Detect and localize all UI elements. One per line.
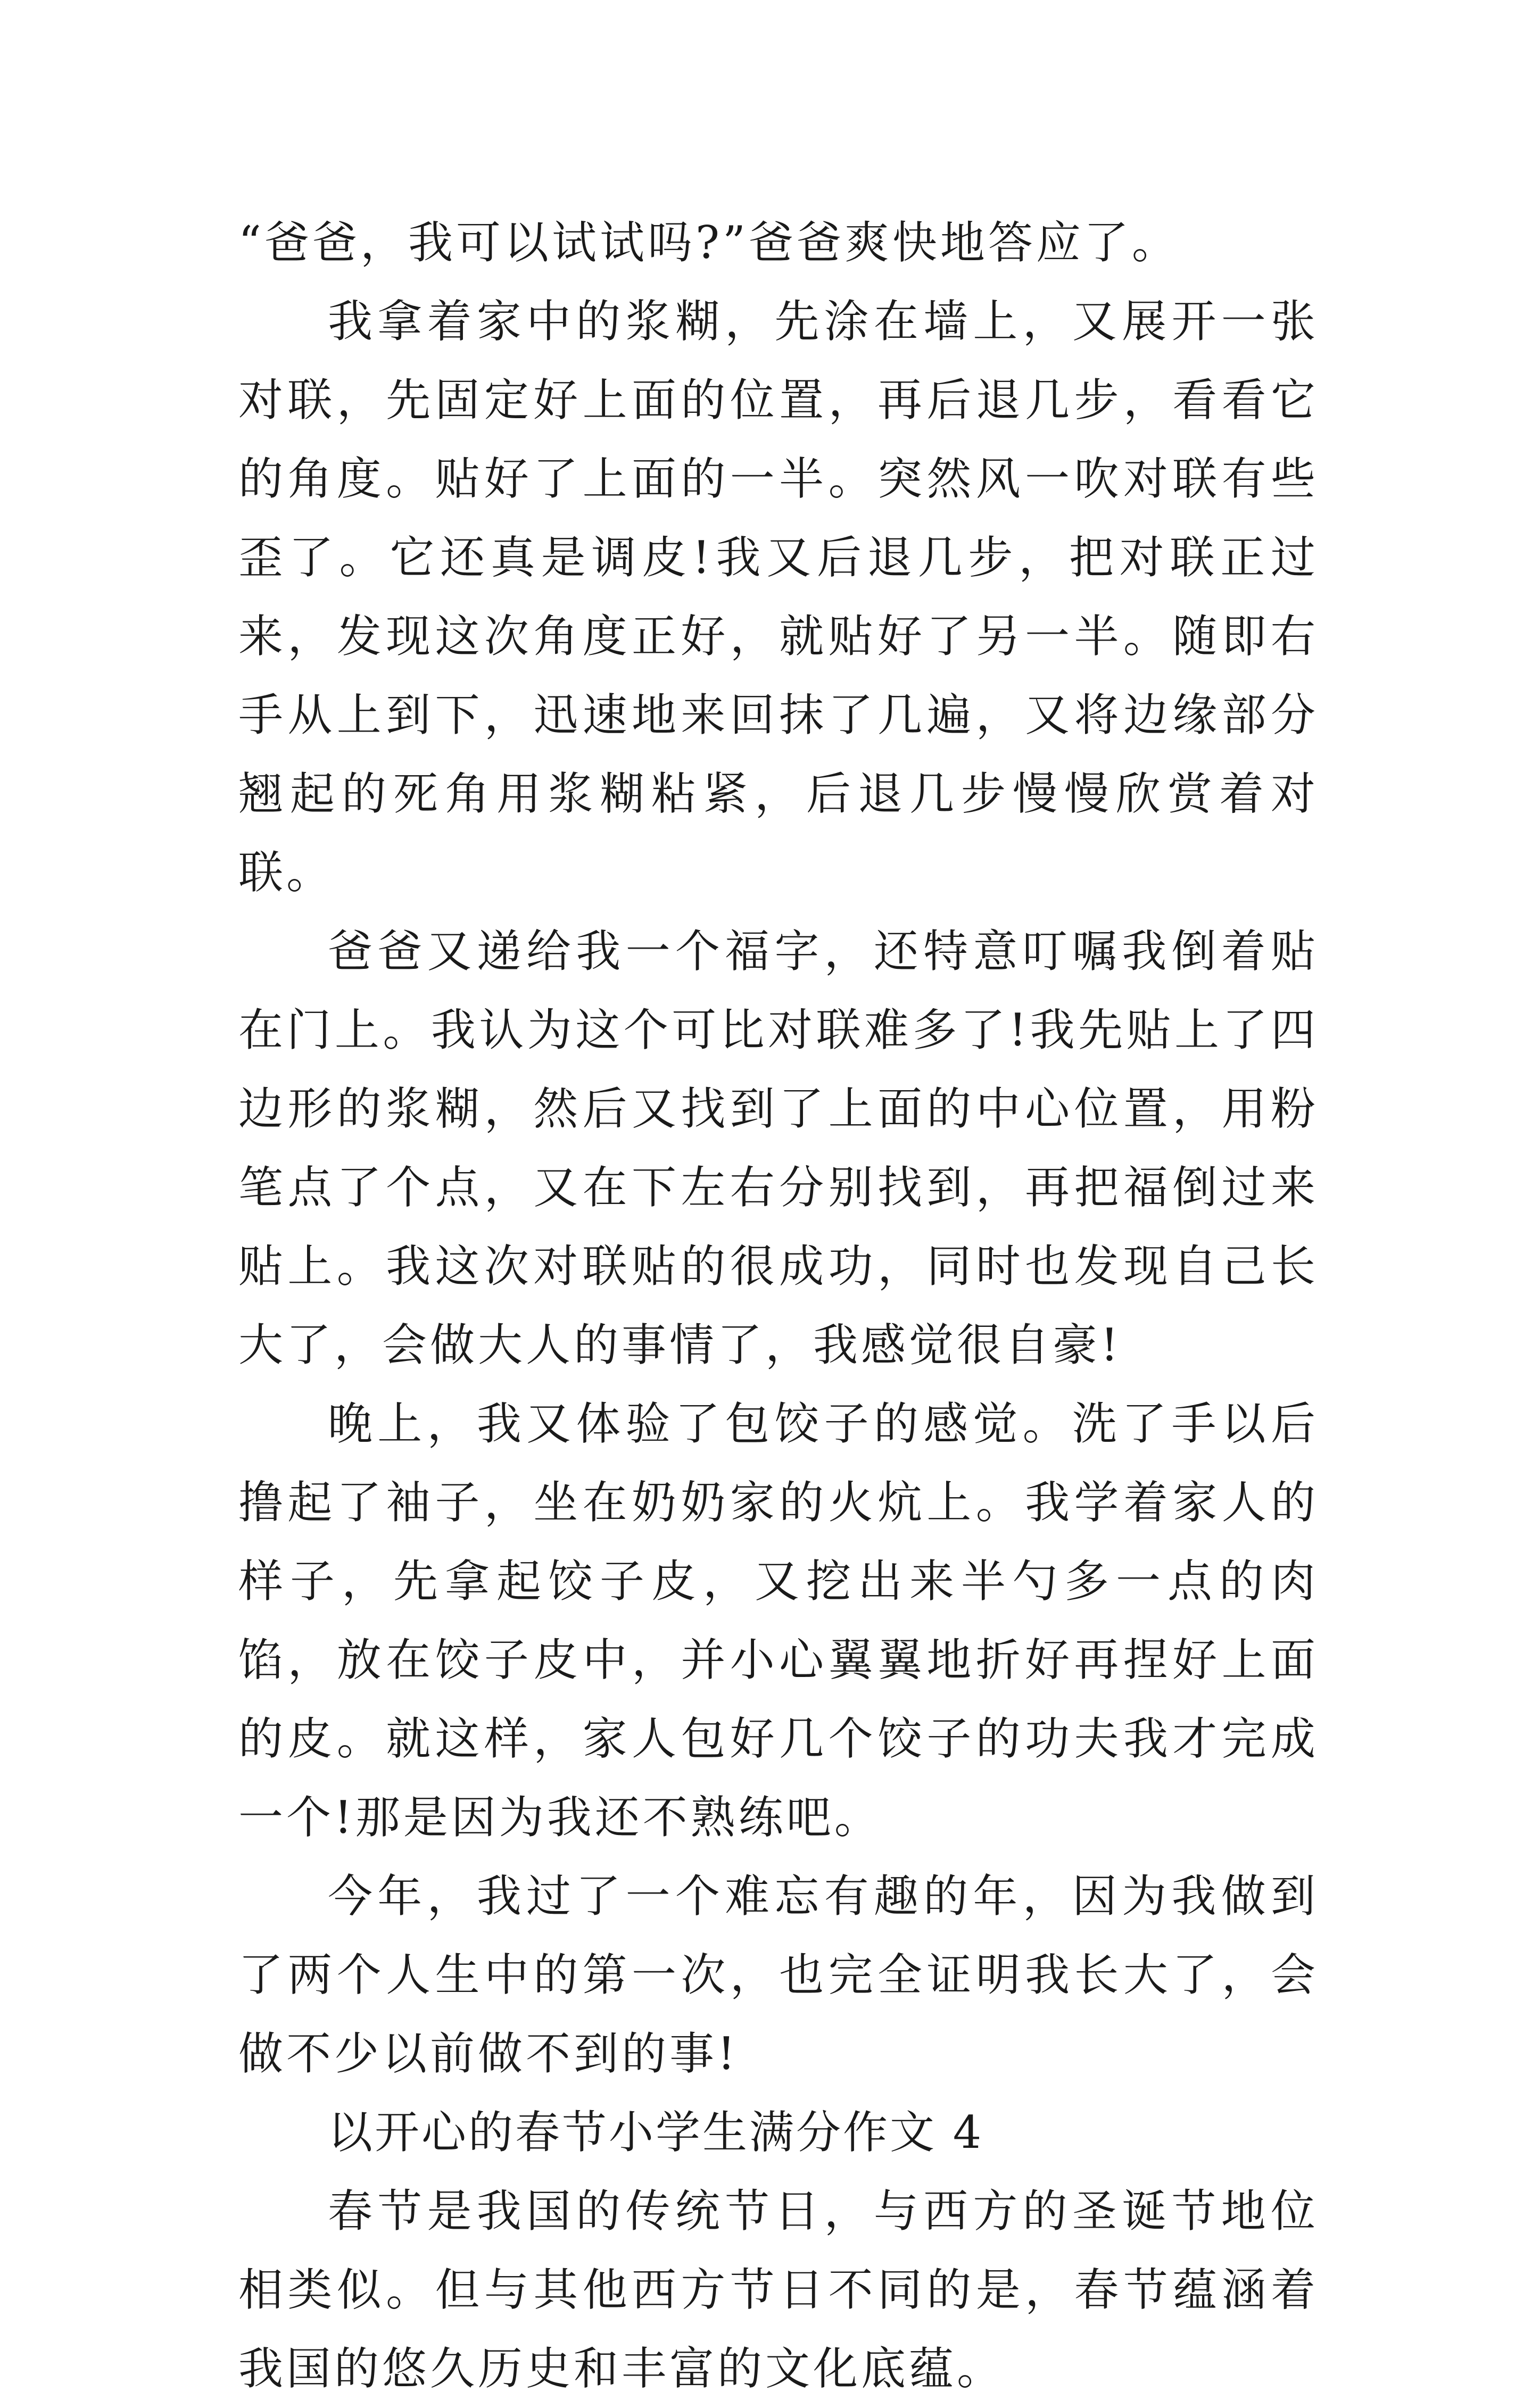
document-body — [238, 203, 1319, 2408]
paragraph-dumplings: 晚上，我又体验了包饺子的感觉。洗了手以后撸起了袖子，坐在奶奶家的火炕上。我学着家人的样子，先拿起饺子皮，又挖出来半勺多一点的肉馅，放在饺子皮中，并小心翼翼地折好再捏好上面的皮。就这样，家人包好几个饺子的功夫我才完成一个!那是因为我还不熟练吧。 — [238, 1398, 1319, 1844]
paragraph-fu-character: 爸爸又递给我一个福字，还特意叮嘱我倒着贴在门上。我认为这个可比对联难多了!我先贴上了四边形的浆糊，然后又找到了上面的中心位置，用粉笔点了个点，又在下左右分别找到，再把福倒过来贴上。我这次对联贴的很成功，同时也发现自己长大了，会做大人的事情了，我感觉很自豪! — [238, 925, 1319, 1371]
paragraph-spring-festival-intro: 春节是我国的传统节日，与西方的圣诞节地位相类似。但与其他西方节日不同的是，春节蕴涵着我国的悠久历史和丰富的文化底蕴。 — [238, 2185, 1319, 2395]
paragraph-dialogue: “爸爸，我可以试试吗?”爸爸爽快地答应了。 — [238, 217, 1180, 269]
paragraph-couplet: 我拿着家中的浆糊，先涂在墙上，又展开一张对联，先固定好上面的位置，再后退几步，看看它的角度。贴好了上面的一半。突然风一吹对联有些歪了。它还真是调皮!我又后退几步，把对联正过来，发现这次角度正好，就贴好了另一半。随即右手从上到下，迅速地来回抹了几遍，又将边缘部分翘起的死角用浆糊粘紧，后退几步慢慢欣赏着对联。 — [238, 295, 1319, 899]
essay-heading: 以开心的春节小学生满分作文 4 — [328, 2106, 984, 2158]
paragraph-conclusion: 今年，我过了一个难忘有趣的年，因为我做到了两个人生中的第一次，也完全证明我长大了，会做不少以前做不到的事! — [238, 1870, 1319, 2080]
